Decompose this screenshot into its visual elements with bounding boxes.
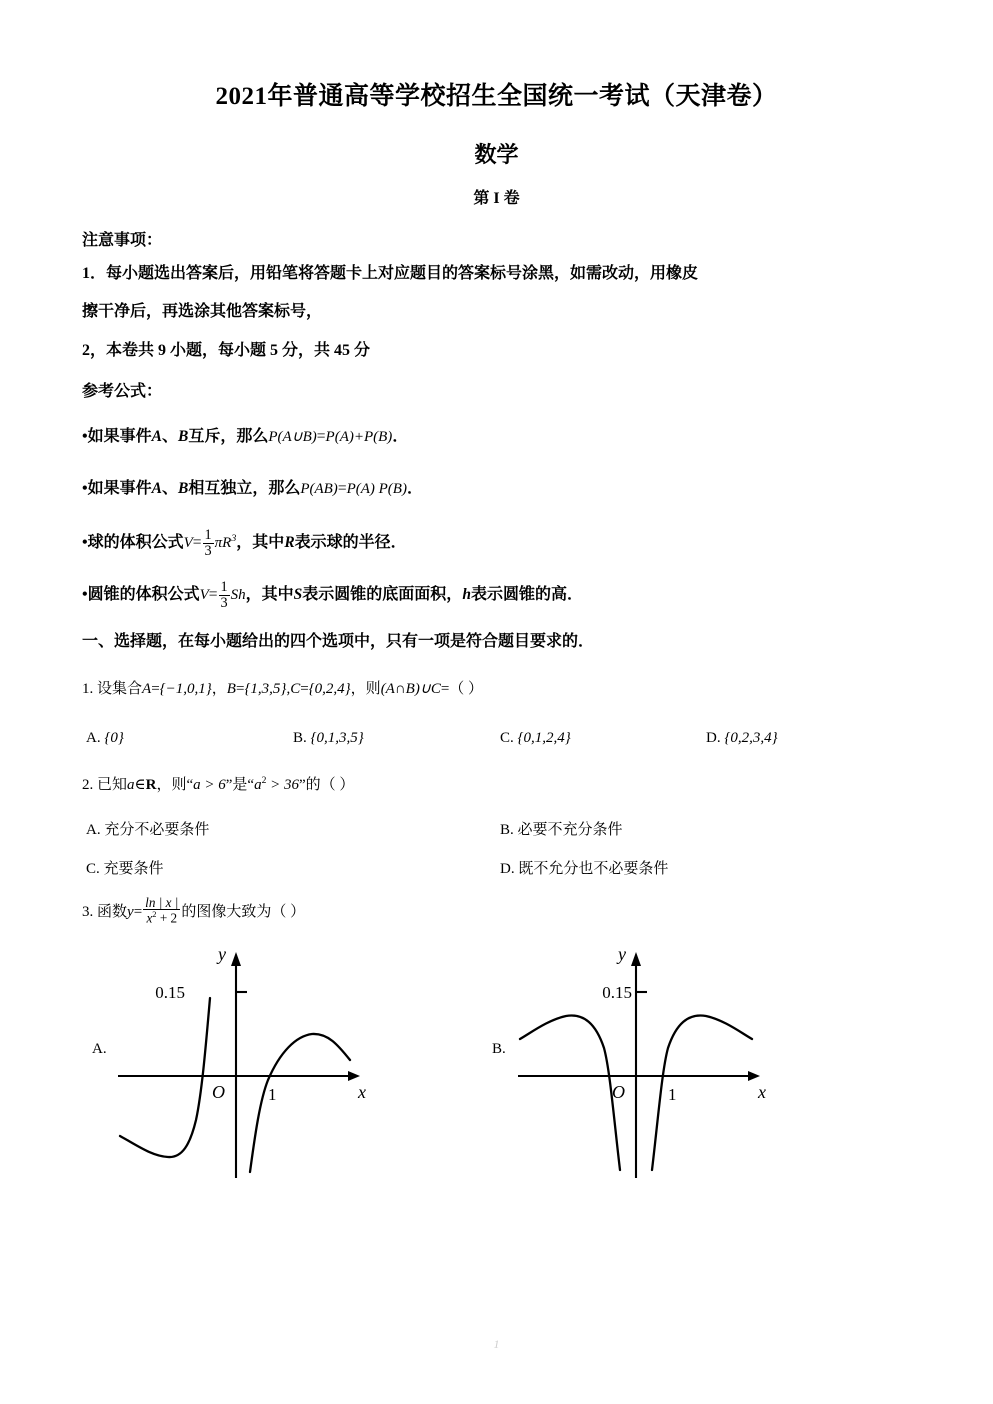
question-1-option-d-key: D. [706,730,721,746]
figure-a-x-arrow [348,1071,360,1081]
formulas-heading: 参考公式： [82,383,163,400]
question-2-option-d-key: D. [500,861,515,877]
question-2-option-c-text: 充要条件 [103,861,164,877]
formula-4-numerator: 1 [220,579,228,595]
figure-a-curve-right [250,1034,350,1172]
question-2-answer-blank[interactable]: ”的（ ） [299,777,355,793]
question-2-option-b-text: 必要不充分条件 [517,822,623,838]
formula-2-rhs: P(A) P(B) [346,481,407,497]
question-2-option-a-key: A. [86,822,101,838]
question-1-option-a[interactable] [86,730,124,747]
figure-b-svg [500,940,780,1185]
question-1-set-b-eq: = [235,681,245,697]
formula-3-comma: ，其中 [236,534,285,552]
formula-3-tail: πR [214,535,232,552]
formula-1-rhs: P(A)+P(B) [325,429,393,445]
formula-1-mid: 互斥，那么 [188,428,269,445]
formula-1-var-a: A [151,428,162,445]
question-1-option-c-text: {0,1,2,4} [517,730,571,746]
formula-4-tail: Sh [230,587,246,604]
question-1-set-b-value: {1,3,5} [244,681,287,697]
formula-1-period: ． [392,428,409,445]
question-2-number: 2. [82,777,94,793]
notes-item-1-line-1: 1．每小题选出答案后，用铅笔将答题卡上对应题目的答案标号涂黑，如需改动，用橡皮 [82,265,699,282]
question-3-eq: = [133,903,143,920]
question-2-condition-2-base: a [254,777,262,793]
question-1-option-d[interactable] [706,730,778,747]
formula-3-fraction [203,528,214,558]
question-1-stem [82,681,483,698]
figure-a-y-arrow [231,952,241,966]
question-2-option-d[interactable] [500,857,668,878]
question-3-fraction-numerator: ln | x | [145,895,179,910]
question-1-set-b-name: B [226,681,236,697]
figure-b-curve-right [652,1016,752,1170]
question-3-denominator-base: x [146,910,153,926]
question-1-set-c-eq: = [300,681,309,697]
question-2-option-a-text: 充分不必要条件 [104,822,210,838]
figure-b-x-axis-label: x [758,1082,766,1102]
formula-1-sep: 、 [161,428,178,445]
figure-a-curve-left [120,998,210,1157]
question-2-mid: ，则“ [156,777,194,793]
question-1-set-a-value: {−1,0,1} [159,681,212,697]
subject-title: 数学 [474,142,519,167]
question-3-denominator-rest: + 2 [156,910,178,926]
question-2-condition-2-rest: > 36 [266,777,300,793]
question-1-set-c-name: C [290,681,301,697]
page-title: 2021年普通高等学校招生全国统一考试（天津卷） [215,83,778,110]
figure-b-label: B. [492,1041,506,1057]
figure-a-y-axis-label: y [218,944,226,964]
figure-a-x-axis-label: x [358,1082,366,1102]
question-2-set-r: R [145,777,157,793]
question-1-option-b-key: B. [293,730,307,746]
formula-3-eq: = [192,534,202,552]
question-1-number: 1. [82,681,94,697]
question-2-option-d-text: 既不允分也不必要条件 [518,861,669,877]
question-1-comma-1: ， [211,681,227,697]
formula-4-denominator: 3 [220,594,228,611]
formula-2-var-b: B [177,480,189,497]
formula-3-v: V [183,535,193,552]
formula-1-lhs: P(A∪B) [268,429,317,445]
formula-3-denominator: 3 [204,542,212,559]
formula-3-prefix: •球的体积公式 [82,534,184,552]
section-heading-multiple-choice: 一、选择题，在每小题给出的四个选项中，只有一项是符合题目要求的． [82,633,595,650]
formula-1-prefix: •如果事件 [82,428,152,445]
formula-2-var-a: A [151,480,162,497]
figure-a-graph [100,940,380,1185]
question-3-answer-blank[interactable]: 的图像大致为（ ） [181,903,306,920]
formula-3-suffix: 表示球的半径． [294,534,407,552]
question-3-number: 3. [82,903,94,920]
formula-2-eq: = [337,480,347,497]
formula-4-prefix: •圆锥的体积公式 [82,586,200,604]
formula-2-prefix: •如果事件 [82,480,152,497]
question-1-option-c-key: C. [500,730,514,746]
page-number: 1 [493,1337,500,1351]
formula-independent [82,480,423,498]
notes-item-2: 2，本卷共 9 小题，每小题 5 分，共 45 分 [82,342,371,359]
question-1-comma-3: ，则 [350,681,381,697]
formula-3-var-r: R [284,534,295,552]
figure-b-y-arrow [631,952,641,966]
figure-b-curve-left [520,1016,620,1170]
question-2-option-c-key: C. [86,861,100,877]
formula-3-numerator: 1 [204,527,212,543]
figure-a-y-tick-label: 0.15 [155,983,185,1002]
question-2-membership-symbol: ∈ [134,777,146,793]
question-3-stem-pre: 函数 [97,903,128,920]
question-2-variable: a [127,777,135,793]
question-1-set-a-eq: = [151,681,160,697]
figure-b-graph [500,940,780,1185]
formula-2-mid: 相互独立，那么 [188,480,301,497]
question-1-expression: (A∩B)∪C [380,681,441,697]
question-2-condition-2-exponent: 2 [261,775,267,786]
question-1-option-d-text: {0,2,3,4} [724,730,778,746]
question-1-option-b-text: {0,1,3,5} [310,730,364,746]
question-1-option-a-key: A. [86,730,101,746]
question-3-denominator-exponent: 2 [152,909,157,920]
question-3-fraction [143,896,180,925]
formula-4-comma: ，其中 [245,586,294,604]
figure-a-origin-label: O [212,1082,225,1102]
question-1-answer-blank[interactable]: =（ ） [440,681,484,697]
formula-1-eq: = [316,428,326,445]
figure-b-y-tick-label: 0.15 [602,983,632,1002]
figure-b-origin-label: O [612,1082,625,1102]
notes-item-1-line-2: 擦干净后，再选涂其他答案标号， [82,303,323,320]
figure-a-svg [100,940,380,1185]
formula-4-fraction [219,580,230,610]
formula-sphere-volume [82,528,407,558]
figure-a-x-tick-label: 1 [268,1085,277,1104]
formula-2-lhs: P(AB) [300,481,338,497]
question-1-set-c-value: {0,2,4} [308,681,351,697]
question-2-stem [82,776,354,794]
question-2-option-b[interactable] [500,818,623,839]
part-label: 第 I 卷 [473,190,520,207]
formula-3-exponent: 3 [231,532,237,544]
question-1-stem-pre: 设集合 [97,681,143,697]
figure-a-label: A. [92,1041,107,1057]
formula-2-sep: 、 [161,480,178,497]
figure-b-x-tick-label: 1 [668,1085,677,1104]
question-1-set-a-name: A [142,681,152,697]
formula-4-var-h: h [462,586,471,604]
formula-mutually-exclusive [82,428,408,446]
question-2-option-b-key: B. [500,822,514,838]
formula-4-eq: = [208,586,218,604]
question-3-stem [82,896,305,925]
question-1-option-c[interactable] [500,730,571,747]
question-1-option-b[interactable] [293,730,364,747]
question-1-option-a-text: {0} [104,730,124,746]
formula-1-var-b: B [177,428,189,445]
question-3-y: y [127,903,134,920]
question-3-fraction-denominator [143,909,180,925]
question-2-option-c[interactable] [86,857,164,878]
formula-cone-volume [82,580,583,610]
question-2-stem-pre: 已知 [97,777,128,793]
notes-heading: 注意事项： [82,232,163,249]
formula-4-var-s: S [293,586,303,604]
formula-4-mid: 表示圆锥的底面面积， [302,586,463,604]
figure-b-x-arrow [748,1071,760,1081]
formula-2-period: ． [406,480,423,497]
question-2-option-a[interactable] [86,818,209,839]
formula-4-v: V [199,587,209,604]
question-2-condition-1: a > 6 [193,777,226,793]
question-1-comma-2: , [286,681,291,697]
formula-4-suffix: 表示圆锥的高． [470,586,583,604]
figure-b-y-axis-label: y [618,944,626,964]
question-2-mid-2: ”是“ [225,777,255,793]
